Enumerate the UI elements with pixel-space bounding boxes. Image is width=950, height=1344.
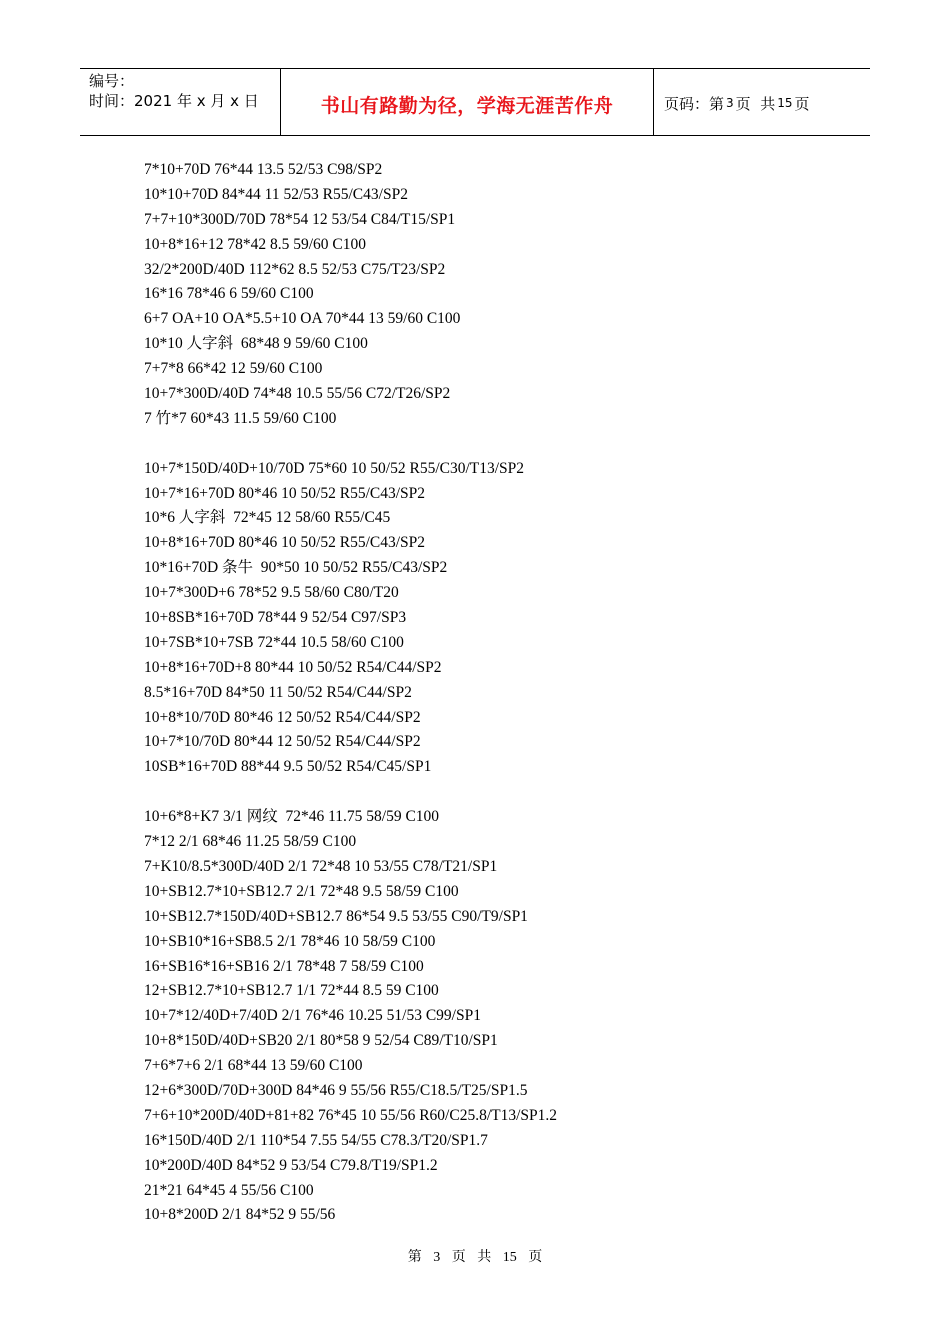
header-page-cell — [654, 69, 870, 135]
spec-line: 6+7 OA+10 OA*5.5+10 OA 70*44 13 59/60 C100 — [144, 310, 461, 328]
spec-line: 10SB*16+70D 88*44 9.5 50/52 R54/C45/SP1 — [144, 758, 432, 776]
spec-line: 10*10 人字斜 68*48 9 59/60 C100 — [144, 335, 368, 353]
spec-line: 10*6 人字斜 72*45 12 58/60 R55/C45 — [144, 509, 391, 527]
blank-line — [144, 432, 844, 457]
footer-prefix: 第 — [407, 1250, 422, 1265]
spec-line: 7+7*8 66*42 12 59/60 C100 — [144, 360, 323, 378]
spec-line: 10+SB10*16+SB8.5 2/1 78*46 10 58/59 C100 — [144, 932, 436, 950]
spec-line: 10+SB12.7*150D/40D+SB12.7 86*54 9.5 53/55 C90/T9/SP1 — [144, 907, 528, 925]
spec-line: 10+8*16+70D+8 80*44 10 50/52 R54/C44/SP2 — [144, 658, 442, 676]
header-motto-cell — [281, 69, 654, 135]
spec-line: 12+6*300D/70D+300D 84*46 9 55/56 R55/C18.5/T25/SP1.5 — [144, 1081, 528, 1099]
spec-line: 10*200D/40D 84*52 9 53/54 C79.8/T19/SP1.2 — [144, 1156, 438, 1174]
spec-line: 10+8*200D 2/1 84*52 9 55/56 — [144, 1206, 336, 1224]
spec-line: 10+7*10/70D 80*44 12 50/52 R54/C44/SP2 — [144, 733, 421, 751]
spec-line: 12+SB12.7*10+SB12.7 1/1 72*44 8.5 59 C100 — [144, 982, 439, 1000]
page-header — [80, 68, 870, 136]
spec-line: 7*10+70D 76*44 13.5 52/53 C98/SP2 — [144, 161, 383, 178]
spec-line: 8.5*16+70D 84*50 11 50/52 R54/C44/SP2 — [144, 683, 412, 701]
spec-line: 10*10+70D 84*44 11 52/53 R55/C43/SP2 — [144, 185, 408, 203]
page-footer — [0, 1246, 950, 1266]
spec-line: 10+6*8+K7 3/1 网纹 72*46 11.75 58/59 C100 — [144, 808, 440, 826]
spec-line: 21*21 64*45 4 55/56 C100 — [144, 1181, 314, 1199]
spec-line: 10+8*150D/40D+SB20 2/1 80*58 9 52/54 C89/T10/SP1 — [144, 1032, 498, 1050]
spec-line: 7 竹*7 60*43 11.5 59/60 C100 — [144, 409, 337, 427]
page-suffix: 页 — [794, 94, 810, 113]
spec-list — [144, 158, 844, 1228]
spec-line: 7+6*7+6 2/1 68*44 13 59/60 C100 — [144, 1057, 363, 1075]
spec-line: 10+8*10/70D 80*46 12 50/52 R54/C44/SP2 — [144, 708, 421, 726]
spec-line: 7*12 2/1 68*46 11.25 58/59 C100 — [144, 833, 357, 851]
spec-line: 7+K10/8.5*300D/40D 2/1 72*48 10 53/55 C78/T21/SP1 — [144, 857, 498, 875]
spec-line: 7+6+10*200D/40D+81+82 76*45 10 55/56 R60/C25.8/T13/SP1.2 — [144, 1106, 558, 1124]
header-motto: 书山有路勤为径，学海无涯苦作舟 — [320, 94, 614, 117]
footer-current-page: 3 — [433, 1250, 441, 1265]
spec-line: 16+SB16*16+SB16 2/1 78*48 7 58/59 C100 — [144, 957, 424, 975]
footer-suffix: 页 — [528, 1250, 543, 1265]
footer-mid2: 共 — [477, 1250, 492, 1265]
page-total: 15 — [777, 96, 793, 110]
spec-line: 10+7*300D/40D 74*48 10.5 55/56 C72/T26/SP2 — [144, 385, 451, 403]
spec-line: 10+7*12/40D+7/40D 2/1 76*46 10.25 51/53 C99/SP1 — [144, 1007, 481, 1025]
page-current: 3 — [726, 96, 734, 110]
spec-line: 10+7*150D/40D+10/70D 75*60 10 50/52 R55/C30/T13/SP2 — [144, 459, 525, 477]
spec-line: 10+8*16+12 78*42 8.5 59/60 C100 — [144, 235, 367, 253]
footer-mid1: 页 — [451, 1250, 466, 1265]
spec-line: 10+7*300D+6 78*52 9.5 58/60 C80/T20 — [144, 584, 399, 602]
spec-line: 32/2*200D/40D 112*62 8.5 52/53 C75/T23/SP2 — [144, 260, 446, 278]
spec-line: 16*150D/40D 2/1 110*54 7.55 54/55 C78.3/T20/SP1.7 — [144, 1131, 488, 1149]
document-date-label: 时间：2021 年 x 月 x 日 — [89, 92, 259, 110]
blank-line — [144, 780, 844, 805]
spec-line: 10+7*16+70D 80*46 10 50/52 R55/C43/SP2 — [144, 484, 426, 502]
spec-line: 10*16+70D 条牛 90*50 10 50/52 R55/C43/SP2 — [144, 559, 448, 577]
spec-line: 10+8SB*16+70D 78*44 9 52/54 C97/SP3 — [144, 609, 407, 627]
footer-total-pages: 15 — [502, 1250, 517, 1265]
spec-line: 10+SB12.7*10+SB12.7 2/1 72*48 9.5 58/59 C100 — [144, 882, 459, 900]
page-prefix: 页码：第 — [664, 94, 725, 113]
page-mid: 页 共 — [735, 94, 776, 113]
document-number-label: 编号： — [89, 72, 135, 90]
spec-line: 10+7SB*10+7SB 72*44 10.5 58/60 C100 — [144, 633, 404, 651]
spec-line: 10+8*16+70D 80*46 10 50/52 R55/C43/SP2 — [144, 534, 426, 552]
spec-line: 16*16 78*46 6 59/60 C100 — [144, 285, 314, 303]
header-meta-cell — [80, 69, 281, 135]
spec-line: 7+7+10*300D/70D 78*54 12 53/54 C84/T15/SP1 — [144, 210, 456, 228]
